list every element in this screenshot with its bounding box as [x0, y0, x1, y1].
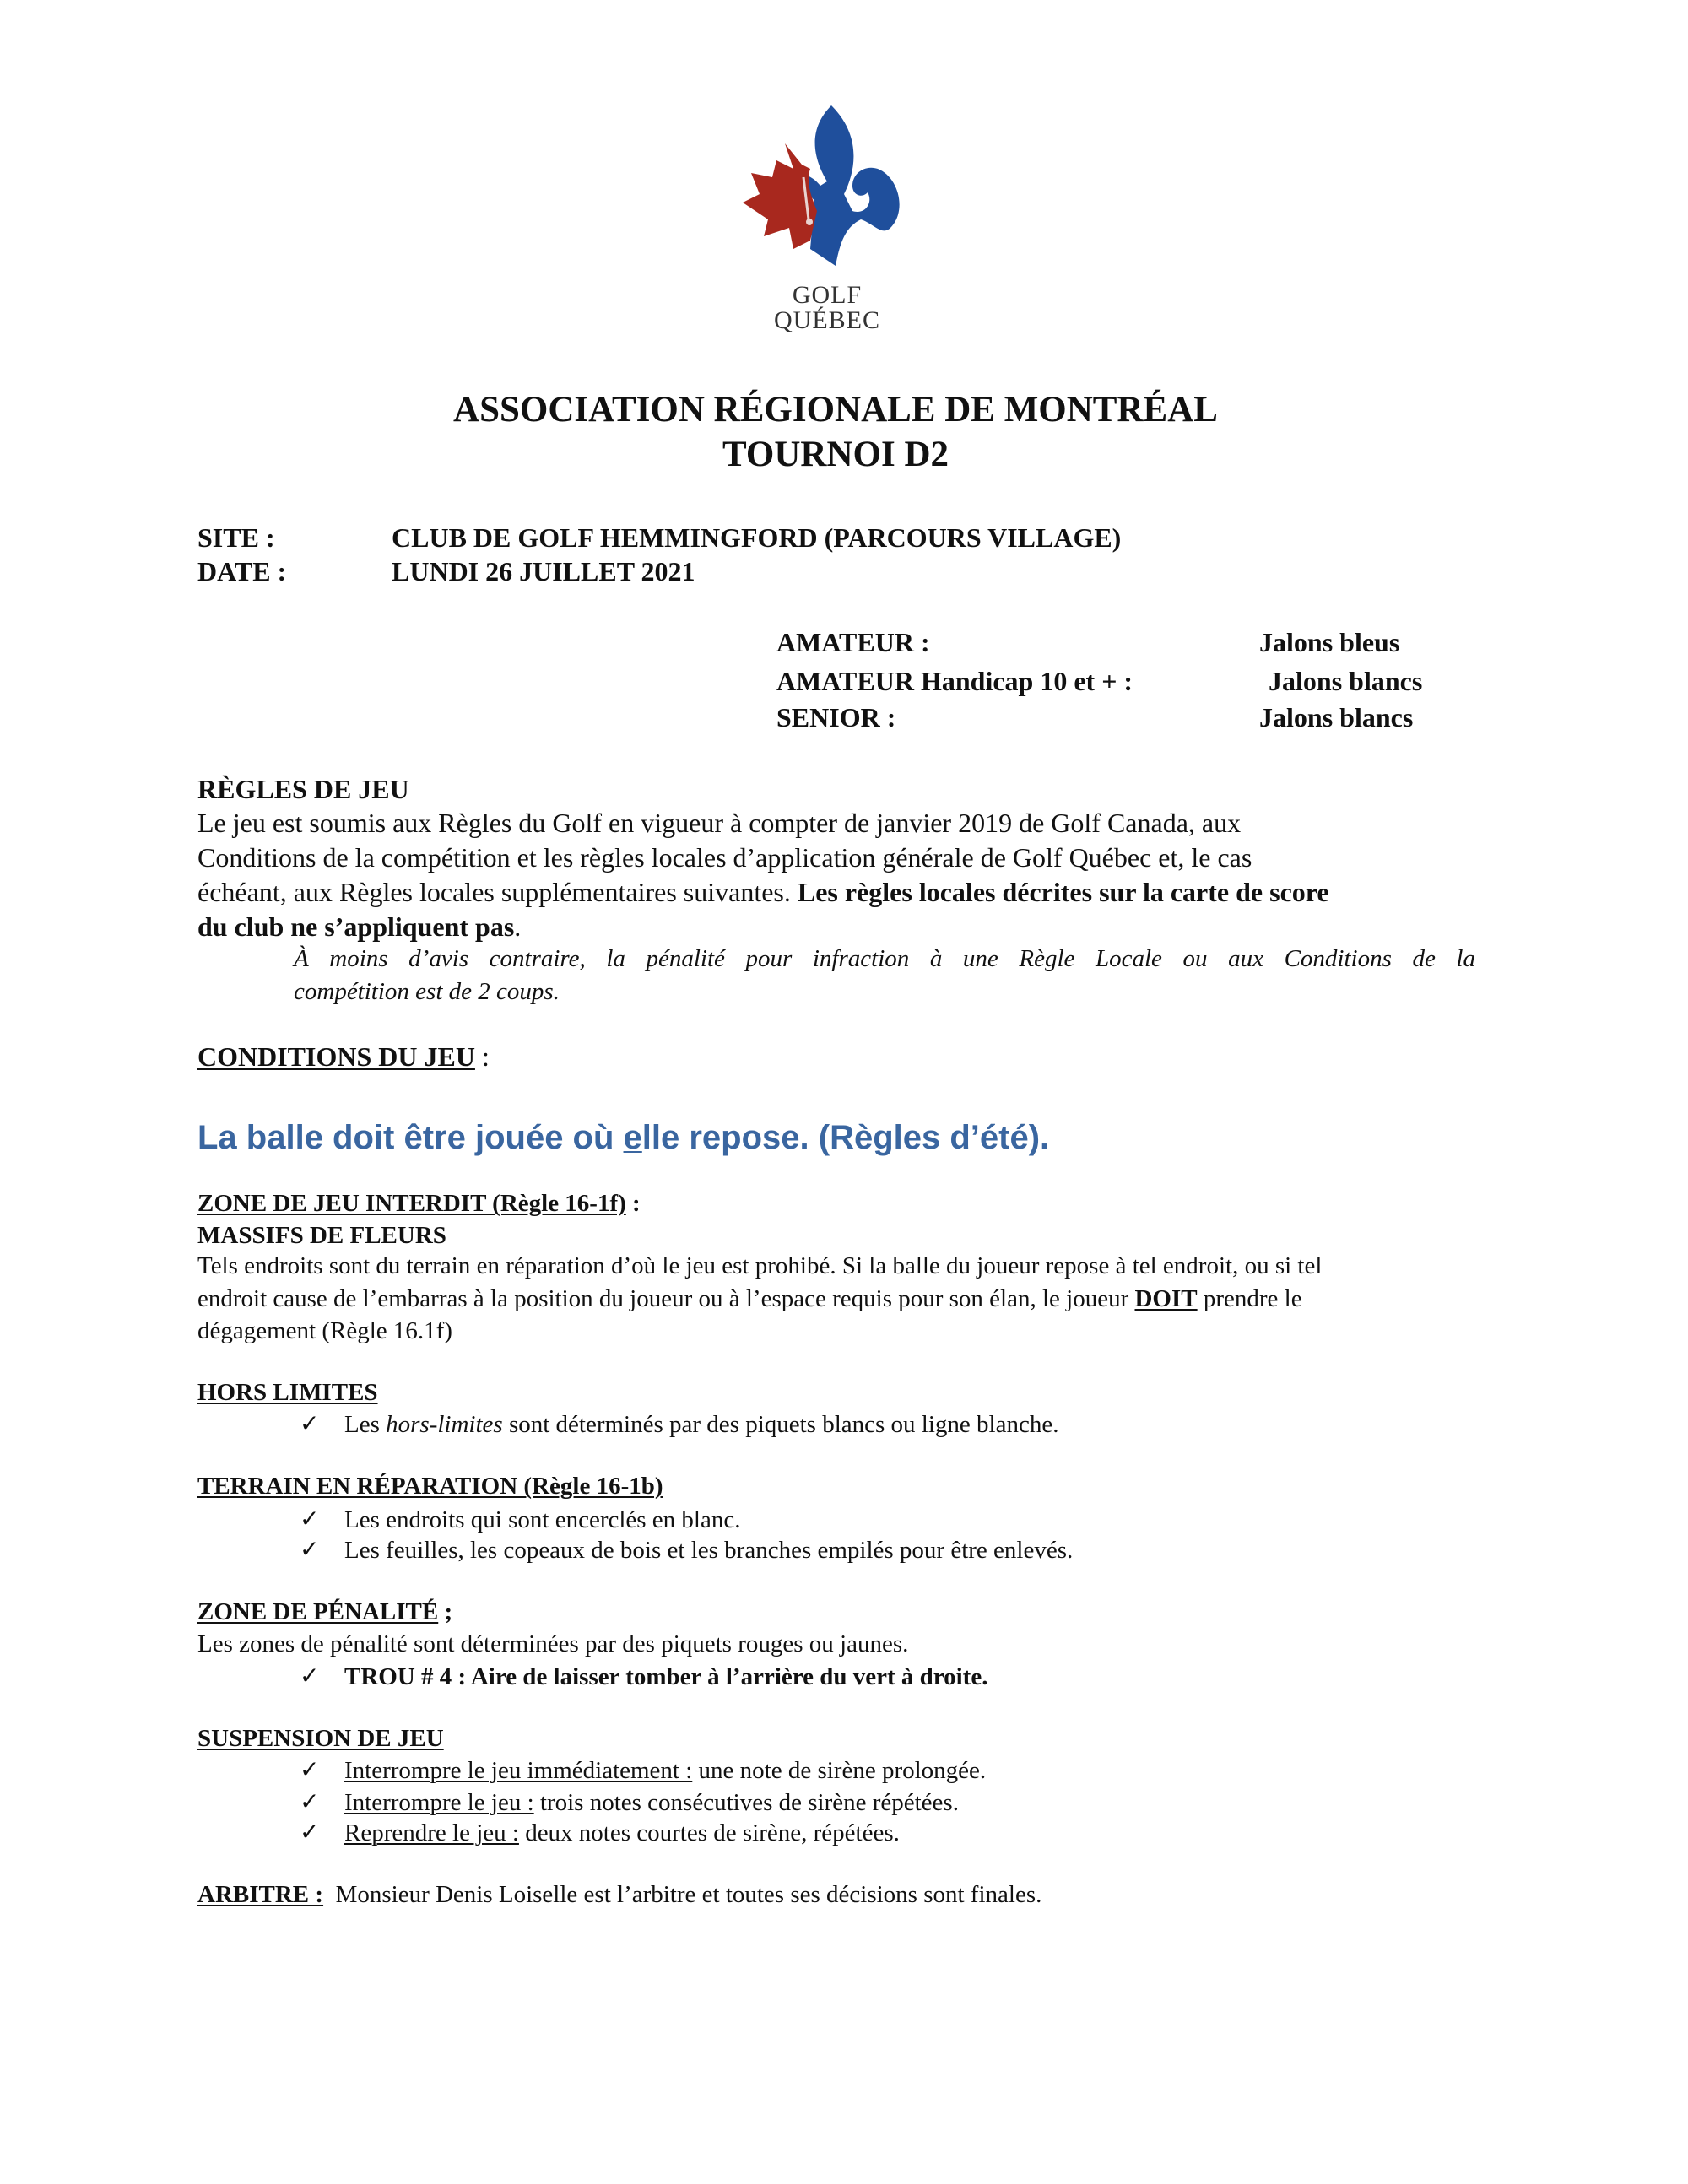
date-value: LUNDI 26 JUILLET 2021 [392, 556, 695, 587]
text: Les [344, 1411, 387, 1438]
tee-category: AMATEUR Handicap 10 et + : [776, 666, 1133, 696]
penalty-note: À moins d’avis contraire, la pénalité pour infraction à une Règle Locale ou aux Conditions de la [294, 945, 1475, 972]
out-of-bounds-heading: HORS LIMITES [197, 1379, 378, 1406]
text: endroit cause de l’embarras à la position du joueur ou à l’espace requis pour son élan, le joueur [197, 1285, 1135, 1312]
item-label: Reprendre le jeu : [344, 1819, 519, 1846]
conditions-heading-text: CONDITIONS DU JEU [197, 1041, 475, 1072]
item-label: Interrompre le jeu : [344, 1789, 534, 1816]
colon: : [625, 1190, 641, 1217]
document-subtitle: TOURNOI D2 [722, 435, 949, 474]
item-text: deux notes courtes de sirène, répétées. [518, 1819, 900, 1846]
site-value: CLUB DE GOLF HEMMINGFORD (PARCOURS VILLAGE) [392, 522, 1122, 553]
penalty-note: compétition est de 2 coups. [294, 978, 560, 1005]
item-text: une note de sirène prolongée. [692, 1757, 987, 1784]
ground-under-repair-heading: TERRAIN EN RÉPARATION (Règle 16-1b) [197, 1473, 663, 1500]
document-title: ASSOCIATION RÉGIONALE DE MONTRÉAL [453, 390, 1218, 430]
date-label: DATE : [197, 556, 287, 587]
tee-value: Jalons bleus [1259, 627, 1400, 657]
tee-category: SENIOR : [776, 702, 896, 733]
banner-text: lle repose. (Règles d’été). [641, 1119, 1050, 1156]
item-label: Interrompre le jeu immédiatement : [344, 1757, 693, 1784]
rules-text-bold: Les règles locales décrites sur la carte de score [797, 877, 1329, 907]
check-icon: ✓ [300, 1789, 320, 1815]
item-text: trois notes consécutives de sirène répétées. [533, 1789, 959, 1816]
tee-category: AMATEUR : [776, 627, 930, 657]
item-text: Les feuilles, les copeaux de bois et les branches empilés pour être enlevés. [344, 1537, 1074, 1564]
suspension-heading: SUSPENSION DE JEU [197, 1725, 444, 1752]
penalty-area-text: Les zones de pénalité sont déterminées par des piquets rouges ou jaunes. [197, 1630, 909, 1657]
colon: : [474, 1041, 490, 1072]
rules-heading: RÈGLES DE JEU [197, 774, 409, 804]
heading-text: ZONE DE PÉNALITÉ [197, 1598, 439, 1625]
period: . [514, 911, 522, 942]
semicolon: ; [438, 1598, 453, 1625]
text-italic: hors-limites [386, 1411, 503, 1438]
fleur-de-lis-maple-leaf-icon [726, 101, 928, 278]
penalty-area-heading [197, 1595, 452, 1629]
flower-beds-subheading: MASSIFS DE FLEURS [197, 1222, 446, 1249]
text: sont déterminés par des piquets blancs ou ligne blanche. [502, 1411, 1059, 1438]
heading-text: ZONE DE JEU INTERDIT (Règle 16-1f) [197, 1190, 626, 1217]
rules-text: Conditions de la compétition et les règles locales d’application générale de Golf Québec et, le cas [197, 842, 1252, 873]
check-icon: ✓ [300, 1819, 320, 1846]
logo-text-golf: GOLF [792, 281, 863, 309]
referee-label: ARBITRE : [197, 1881, 324, 1908]
tee-value: Jalons blancs [1259, 702, 1414, 733]
rules-text [197, 875, 1329, 909]
check-icon: ✓ [300, 1506, 320, 1533]
rules-text: Le jeu est soumis aux Règles du Golf en vigueur à compter de janvier 2019 de Golf Canada, aux [197, 808, 1242, 838]
site-label: SITE : [197, 522, 275, 553]
item-text: Les endroits qui sont encerclés en blanc. [344, 1506, 741, 1533]
no-play-zone-text [197, 1282, 1302, 1316]
tee-value: Jalons blancs [1269, 666, 1423, 696]
conditions-heading [197, 1040, 490, 1073]
item-text: TROU # 4 : Aire de laisser tomber à l’arrière du vert à droite. [344, 1663, 988, 1690]
rules-text [197, 910, 521, 943]
check-icon: ✓ [300, 1411, 320, 1437]
summer-rules-banner [197, 1116, 1049, 1159]
text: prendre le [1197, 1285, 1302, 1312]
referee-line [197, 1878, 1041, 1911]
text-emphasis: DOIT [1134, 1285, 1198, 1312]
no-play-zone-text: dégagement (Règle 16.1f) [197, 1317, 452, 1344]
no-play-zone-heading [197, 1187, 641, 1220]
rules-text-plain: échéant, aux Règles locales supplémentaires suivantes. [197, 877, 791, 907]
rules-text-bold: du club ne s’appliquent pas [197, 911, 515, 942]
referee-text: Monsieur Denis Loiselle est l’arbitre et toutes ses décisions sont finales. [323, 1881, 1042, 1908]
banner-text: e [623, 1119, 642, 1156]
check-icon: ✓ [300, 1663, 320, 1689]
check-icon: ✓ [300, 1757, 320, 1783]
golf-quebec-logo [726, 101, 928, 334]
no-play-zone-text: Tels endroits sont du terrain en réparation d’où le jeu est prohibé. Si la balle du joueur repose à tel endroit, ou si tel [197, 1252, 1323, 1279]
banner-text: La balle doit être jouée où [197, 1119, 624, 1156]
logo-text-quebec: QUÉBEC [774, 306, 880, 334]
check-icon: ✓ [300, 1537, 320, 1563]
